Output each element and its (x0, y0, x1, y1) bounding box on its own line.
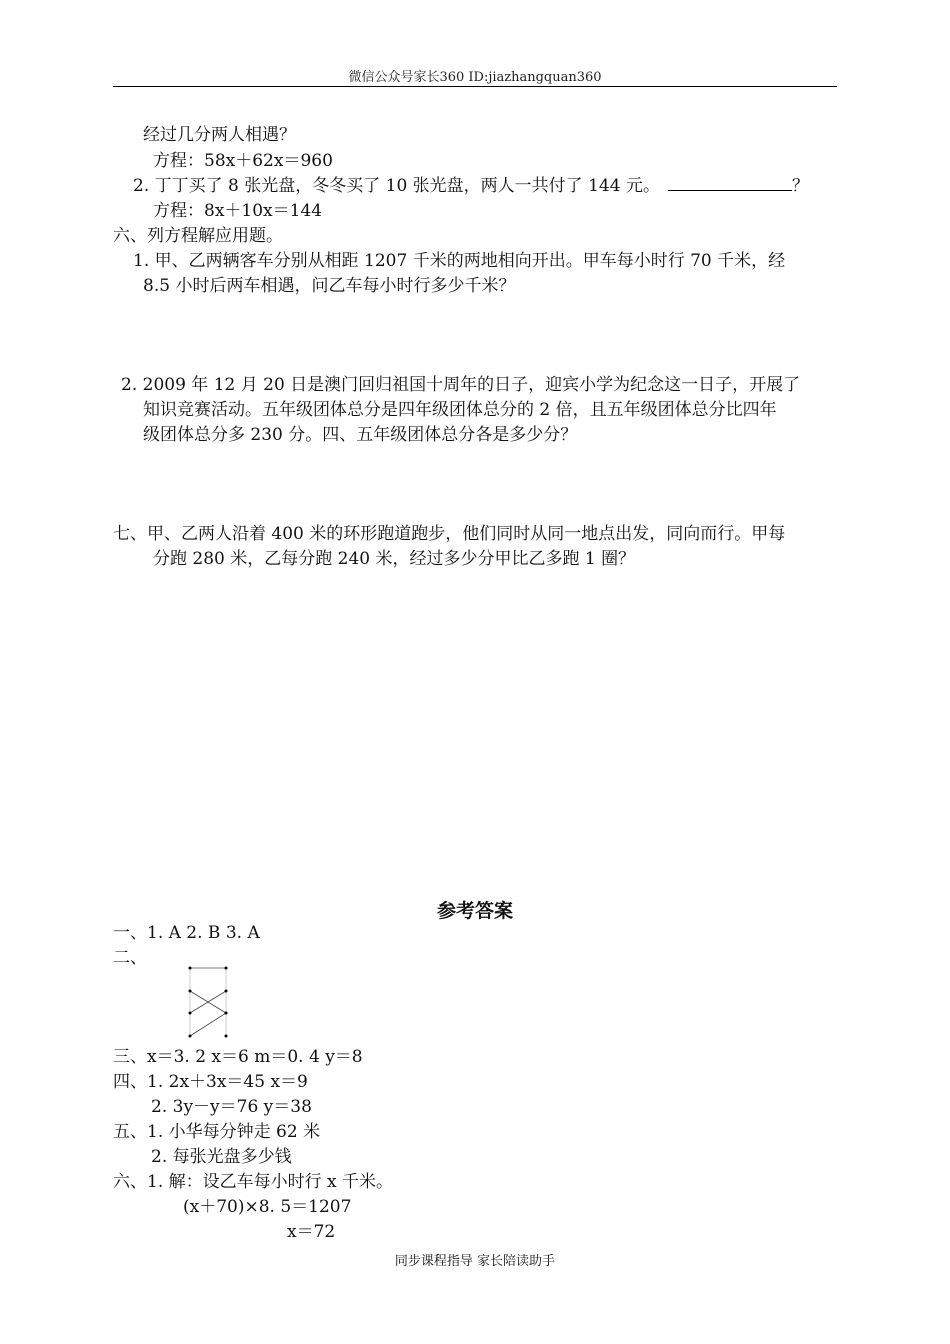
answer-4-2: 2. 3y－y＝76 y＝38 (151, 1097, 312, 1117)
matching-diagram (186, 965, 230, 1041)
page-header: 微信公众号家长360 ID:jiazhangquan360 (348, 70, 602, 85)
header-rule (113, 86, 837, 87)
s6-q1-line1: 1. 甲、乙两辆客车分别从相距 1207 千米的两地相向开出。甲车每小时行 70 千米，经 (133, 251, 786, 271)
answer-5-2: 2. 每张光盘多少钱 (151, 1147, 292, 1167)
diagram-dot (225, 1012, 228, 1015)
section7-line1: 七、甲、乙两人沿着 400 米的环形跑道跑步，他们同时从同一地点出发，同向而行。甲每 (113, 524, 786, 544)
answer-5-1: 五、1. 小华每分钟走 62 米 (113, 1122, 321, 1142)
answer-6-1: 六、1. 解：设乙车每小时行 x 千米。 (113, 1172, 394, 1192)
s6-q2-line1: 2. 2009 年 12 月 20 日是澳门回归祖国十周年的日子，迎宾小学为纪念这一日子，开展了 (121, 375, 801, 395)
answer-3: 三、x＝3. 2 x＝6 m＝0. 4 y＝8 (113, 1047, 363, 1067)
q2-question-end: ？ (791, 176, 809, 196)
diagram-dot (225, 1035, 228, 1038)
diagram-line (190, 1013, 226, 1036)
answer-blank (668, 174, 792, 191)
q2-text (133, 174, 809, 198)
diagram-dot (225, 967, 228, 970)
answer-2: 二、 (113, 948, 147, 968)
answer-1: 一、1. A 2. B 3. A (113, 923, 260, 943)
diagram-dot (189, 967, 192, 970)
answer-4-1: 四、1. 2x＋3x＝45 x＝9 (113, 1072, 308, 1092)
diagram-dot (225, 990, 228, 993)
q2-equation: 方程：8x＋10x＝144 (153, 201, 323, 221)
q1-continuation: 经过几分两人相遇？ (143, 125, 296, 145)
answers-title: 参考答案 (436, 900, 513, 922)
section7-line2: 分跑 280 米，乙每分跑 240 米，经过多少分甲比乙多跑 1 圈？ (153, 549, 636, 569)
s6-q2-line3: 级团体总分多 230 分。四、五年级团体总分各是多少分？ (143, 425, 578, 445)
diagram-dot (189, 990, 192, 993)
diagram-dot (189, 1012, 192, 1015)
answer-6-equation: (x＋70)×8. 5＝1207 (183, 1197, 352, 1217)
q1-equation: 方程：58x＋62x＝960 (153, 151, 333, 171)
s6-q1-line2: 8.5 小时后两车相遇，问乙车每小时行多少千米？ (143, 276, 516, 296)
page-footer: 同步课程指导 家长陪读助手 (394, 1254, 556, 1269)
section6-title: 六、列方程解应用题。 (113, 226, 283, 246)
s6-q2-line2: 知识竞赛活动。五年级团体总分是四年级团体总分的 2 倍，且五年级团体总分比四年 (143, 400, 777, 420)
q2-question: 2. 丁丁买了 8 张光盘，冬冬买了 10 张光盘，两人一共付了 144 元。 (133, 176, 660, 196)
answer-6-result: x＝72 (287, 1222, 336, 1242)
diagram-dot (189, 1035, 192, 1038)
